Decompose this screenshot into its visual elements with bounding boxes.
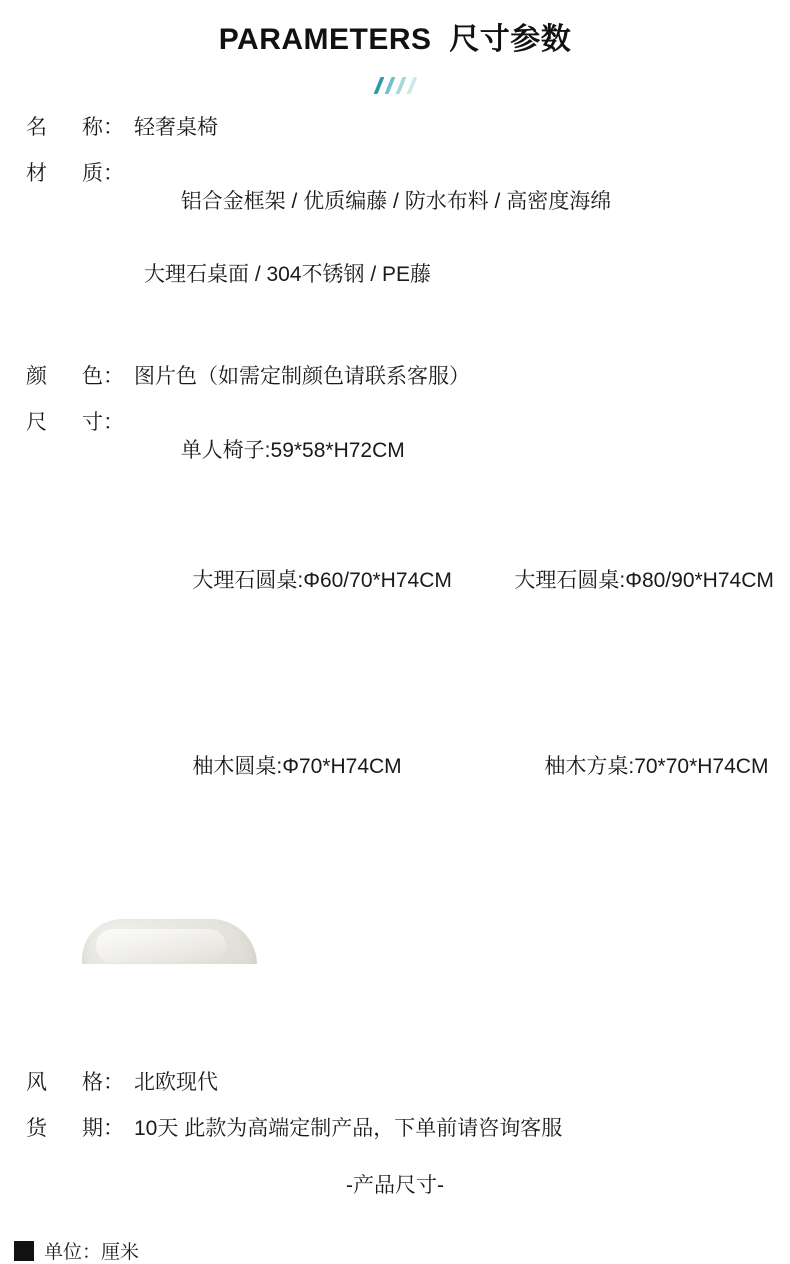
decorative-dashes bbox=[0, 72, 790, 98]
spec-value: 轻奢桌椅 bbox=[134, 116, 218, 139]
spec-row-lead-time bbox=[26, 1115, 764, 1143]
spec-value: 北欧现代 bbox=[134, 1071, 218, 1094]
unit-row bbox=[0, 1237, 790, 1264]
specification-list bbox=[0, 114, 790, 1143]
spec-label: 颜 色： bbox=[26, 365, 125, 388]
spec-value: 单人椅子:59*58*H72CM bbox=[180, 439, 405, 462]
size-item: 大理石圆桌:Φ80/90*H74CM bbox=[514, 569, 774, 592]
page-title: PARAMETERS 尺寸参数 bbox=[218, 23, 572, 56]
parameters-page bbox=[0, 14, 790, 1263]
product-photo bbox=[0, 834, 790, 964]
spec-label: 风 格： bbox=[26, 1071, 125, 1094]
spec-row-material bbox=[26, 160, 764, 345]
product-size-caption: -产品尺寸- bbox=[346, 1174, 444, 1197]
spec-label: 名 称： bbox=[26, 116, 125, 139]
size-item: 柚木方桌:70*70*H74CM bbox=[544, 755, 769, 778]
spec-row-style bbox=[26, 1069, 764, 1097]
spec-label: 货 期： bbox=[26, 1117, 125, 1140]
spec-value-secondary: 大理石桌面 / 304不锈钢 / PE藤 bbox=[144, 263, 432, 286]
cushion-image bbox=[82, 919, 257, 964]
spec-row-name bbox=[26, 114, 764, 142]
size-item: 柚木圆桌:Φ70*H74CM bbox=[192, 755, 402, 778]
size-item: 大理石圆桌:Φ60/70*H74CM bbox=[192, 569, 452, 592]
size-line-2 bbox=[134, 725, 774, 809]
dash-icon-1 bbox=[373, 77, 384, 94]
spec-value: 10天 此款为高端定制产品，下单前请咨询客服 bbox=[134, 1117, 563, 1140]
spec-value: 图片色（如需定制颜色请联系客服） bbox=[134, 365, 470, 388]
spec-label: 尺 寸： bbox=[26, 411, 125, 434]
square-marker-icon bbox=[14, 1241, 34, 1261]
spec-value: 铝合金框架 / 优质编藤 / 防水布料 / 高密度海绵 bbox=[180, 190, 612, 213]
size-line-1 bbox=[134, 539, 774, 623]
dash-icon-3 bbox=[395, 77, 406, 94]
unit-label: 单位：厘米 bbox=[44, 1242, 140, 1263]
spec-label: 材 质： bbox=[26, 162, 125, 185]
spec-row-color bbox=[26, 363, 764, 391]
dash-icon-4 bbox=[406, 77, 417, 94]
spec-value-group bbox=[134, 160, 764, 345]
dash-icon-2 bbox=[384, 77, 395, 94]
